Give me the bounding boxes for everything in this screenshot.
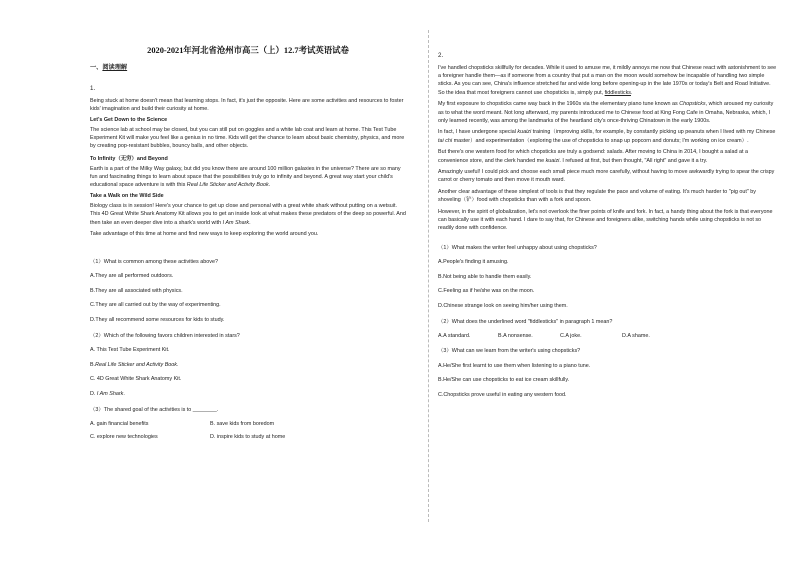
section-label: 阅读理解 xyxy=(102,64,128,71)
underlined-word: fiddlesticks xyxy=(604,89,631,96)
option-a: A.A standard. xyxy=(438,333,471,340)
option-c: C. explore new technologies xyxy=(90,434,158,441)
option-a: A.People's finding it amusing. xyxy=(438,259,509,266)
italic-word: tai chi xyxy=(438,137,453,144)
subheading-wild-side: Take a Walk on the Wild Side xyxy=(90,193,164,200)
right-column xyxy=(428,0,794,562)
option-a: A.They are all performed outdoors. xyxy=(90,273,174,280)
text-span: training（improving skills, for example, by constantly picking up peanuts when I lived with my Chinese xyxy=(531,129,776,136)
question-1-2: （2）Which of the following favors children interested in stars? xyxy=(90,332,240,339)
exam-title: 2020-2021年河北省沧州市高三（上）12.7考试英语试卷 xyxy=(147,46,349,55)
text-span: Earth is a part of the Milky Way galaxy, but did you know there are around 100 million galaxies in the universe? There are so many fun and fascinating things to learn about space that the possibilities truly go to infinity and beyond. A great way start your child's educational space adventure is with this xyxy=(90,166,401,189)
italic-word: kuaizi xyxy=(517,129,532,136)
option-b xyxy=(90,362,406,369)
text-span: . xyxy=(268,182,271,189)
paragraph-6: Another clear advantage of these simplest of tools is that they regulate the pace and volume of eating. It's much harder to "pig out" by shoveling（铲）food with chopsticks than with a fork and spoon. xyxy=(438,189,757,204)
options-row xyxy=(90,421,406,427)
option-d: D. inspire kids to study at home xyxy=(210,434,286,441)
text-span: I've handled chopsticks skillfully for decades. While it used to amuse me, it mildly annoys me now that Chinese react with astonishment to see a foreigner handle them—as if someone from a country that put a man on the moon would somehow be incapable of handling two simple sticks. As you can see, China's influence stretched far and wide long before opening-up in the late 1970s or today's Belt and Road Initiative. So the idea that most foreigners cannot use chopsticks is, simply put, xyxy=(438,65,777,96)
text-span: In fact, I have undergone special xyxy=(438,129,518,136)
text-span: My first exposure to chopsticks came way back in the 1960s via the elementary piano tune known as xyxy=(438,101,680,108)
text-span: , which aroused my curiosity as to what the word meant. Not long afterward, my parents introduced me to Chinese food at King Fong Cafe in Omaha, Nebraska, which, I only learned recently, was among the landmarks of the heartland city's once-thriving Chinatown in the early 1900s. xyxy=(438,101,774,124)
options-row xyxy=(438,333,778,339)
question-1-1: （1）What is common among these activities above? xyxy=(90,258,218,265)
option-c: C.A joke. xyxy=(560,333,582,340)
paragraph-4 xyxy=(438,148,778,164)
option-b: B.A nonsense. xyxy=(498,333,533,340)
tune-title: Chopsticks xyxy=(679,101,706,108)
option-a: A. This Test Tube Experiment Kit. xyxy=(90,347,170,354)
italic-word: kuaizi xyxy=(545,157,560,164)
text-span: . xyxy=(630,89,633,96)
option-c: C. 4D Great White Shark Anatomy Kit. xyxy=(90,376,182,383)
option-c: C.They are all carried out by the way of experimenting. xyxy=(90,302,221,309)
text-span: D. xyxy=(90,390,97,397)
text-span: . xyxy=(249,219,251,226)
option-b: B.They are all associated with physics. xyxy=(90,287,183,294)
option-c: C.Chopsticks prove useful in eating any western food. xyxy=(438,391,567,398)
option-d xyxy=(90,391,406,398)
option-d: D.A shame. xyxy=(622,333,650,340)
paragraph-infinity xyxy=(90,165,406,190)
paragraph-closing: Take advantage of this time at home and find new ways to keep exploring the world around you. xyxy=(90,231,319,238)
text-span: B. xyxy=(90,361,96,368)
question-2-3: （3）What can we learn from the writer's using chopsticks? xyxy=(438,348,581,355)
option-a: A.He/She first learnt to use them when listening to a piano tune. xyxy=(438,362,591,369)
text-span: master）and experimentation（exploring the use of chopsticks to snap up popcorn and donuts; I'm working on ice cream）. xyxy=(452,137,749,144)
paragraph-3 xyxy=(438,128,778,144)
passage-1-number: 1. xyxy=(90,85,96,92)
book-title: I Am Shark xyxy=(96,390,124,397)
paragraph-5: Amazingly useful! I could pick and choose each small piece much more carefully, without having to move awkwardly trying to spear the crispy carrot or cherry tomato and then move it mouth ward. xyxy=(438,169,775,184)
book-title: Real Life Sticker and Activity Book xyxy=(186,182,269,189)
section-number: 一、 xyxy=(90,64,103,71)
text-span: Biology class is in session! Here's your chance to get up close and personal with a great white shark without putting on a wetsuit. This 4D Great White Shark Anatomy Kit allows you to get an inside look at what makes these predators of the deep so powerful. And then take an even deeper dive into a shark's world with xyxy=(90,203,406,226)
text-span: . xyxy=(177,361,179,368)
option-b: B.Not being able to handle them easily. xyxy=(438,273,532,280)
text-span: But there's one western food for which chopsticks are truly a godsend: salads. After moving to China in 2014, I bought a salad at a convenience store, and the clerk handed me xyxy=(438,149,748,164)
paragraph-science: The science lab at school may be closed, but you can still put on goggles and a white lab coat and learn at home. This Test Tube Experiment Kit will make you feel like a genius in no time. Kids will get the chance to learn about basic chemistry, physics, and more by creating pop-resistant bubbles, bouncy balls, and other objects. xyxy=(90,126,405,150)
subheading-science: Let's Get Down to the Science xyxy=(90,116,168,123)
book-title: Real Life Sticker and Activity Book xyxy=(95,361,177,368)
option-b: B.He/She can use chopsticks to eat ice cream skillfully. xyxy=(438,377,570,384)
passage-1-intro: Being stuck at home doesn't mean that learning stops. In fact, it's just the opposite. Here are some activities and resources to foster kids' imagination and build their curiosity at home. xyxy=(90,98,404,113)
question-2-1: （1）What makes the writer feel unhappy about using chopsticks? xyxy=(438,244,597,251)
paragraph-1 xyxy=(438,64,778,97)
option-c: C.Feeling as if he/she was on the moon. xyxy=(438,288,535,295)
paragraph-7: However, in the spirit of globalization, let's not overlook the finer points of knife and fork. In fact, a handy thing about the fork is that everyone can basically use it with each hand. I dare to say that, for Chinese and foreigners alike, switching hands while using chopsticks is not so readily done with confidence. xyxy=(438,209,773,232)
paragraph-2 xyxy=(438,100,778,125)
passage-2-number: 2. xyxy=(438,52,444,59)
section-heading xyxy=(90,62,406,71)
option-d: D.Chinese strange look on seeing him/her using them. xyxy=(438,302,568,309)
option-b: B. save kids from boredom xyxy=(210,421,275,428)
subheading-infinity: To Infinity（无穷）and Beyond xyxy=(90,156,168,163)
option-a: A. gain financial benefits xyxy=(90,421,149,428)
question-2-2: （2）What does the underlined word "fiddlesticks" in paragraph 1 mean? xyxy=(438,318,613,325)
question-1-3: （3）The shared goal of the activities is to ________. xyxy=(90,406,219,413)
text-span: . xyxy=(123,390,125,397)
text-span: . I refused at first, but then thought, "All right" and gave it a try. xyxy=(559,157,708,164)
book-title: I Am Shark xyxy=(222,219,250,226)
paragraph-wild-side xyxy=(90,202,406,227)
options-row xyxy=(90,434,406,440)
option-d: D.They all recommend some resources for kids to study. xyxy=(90,316,225,323)
